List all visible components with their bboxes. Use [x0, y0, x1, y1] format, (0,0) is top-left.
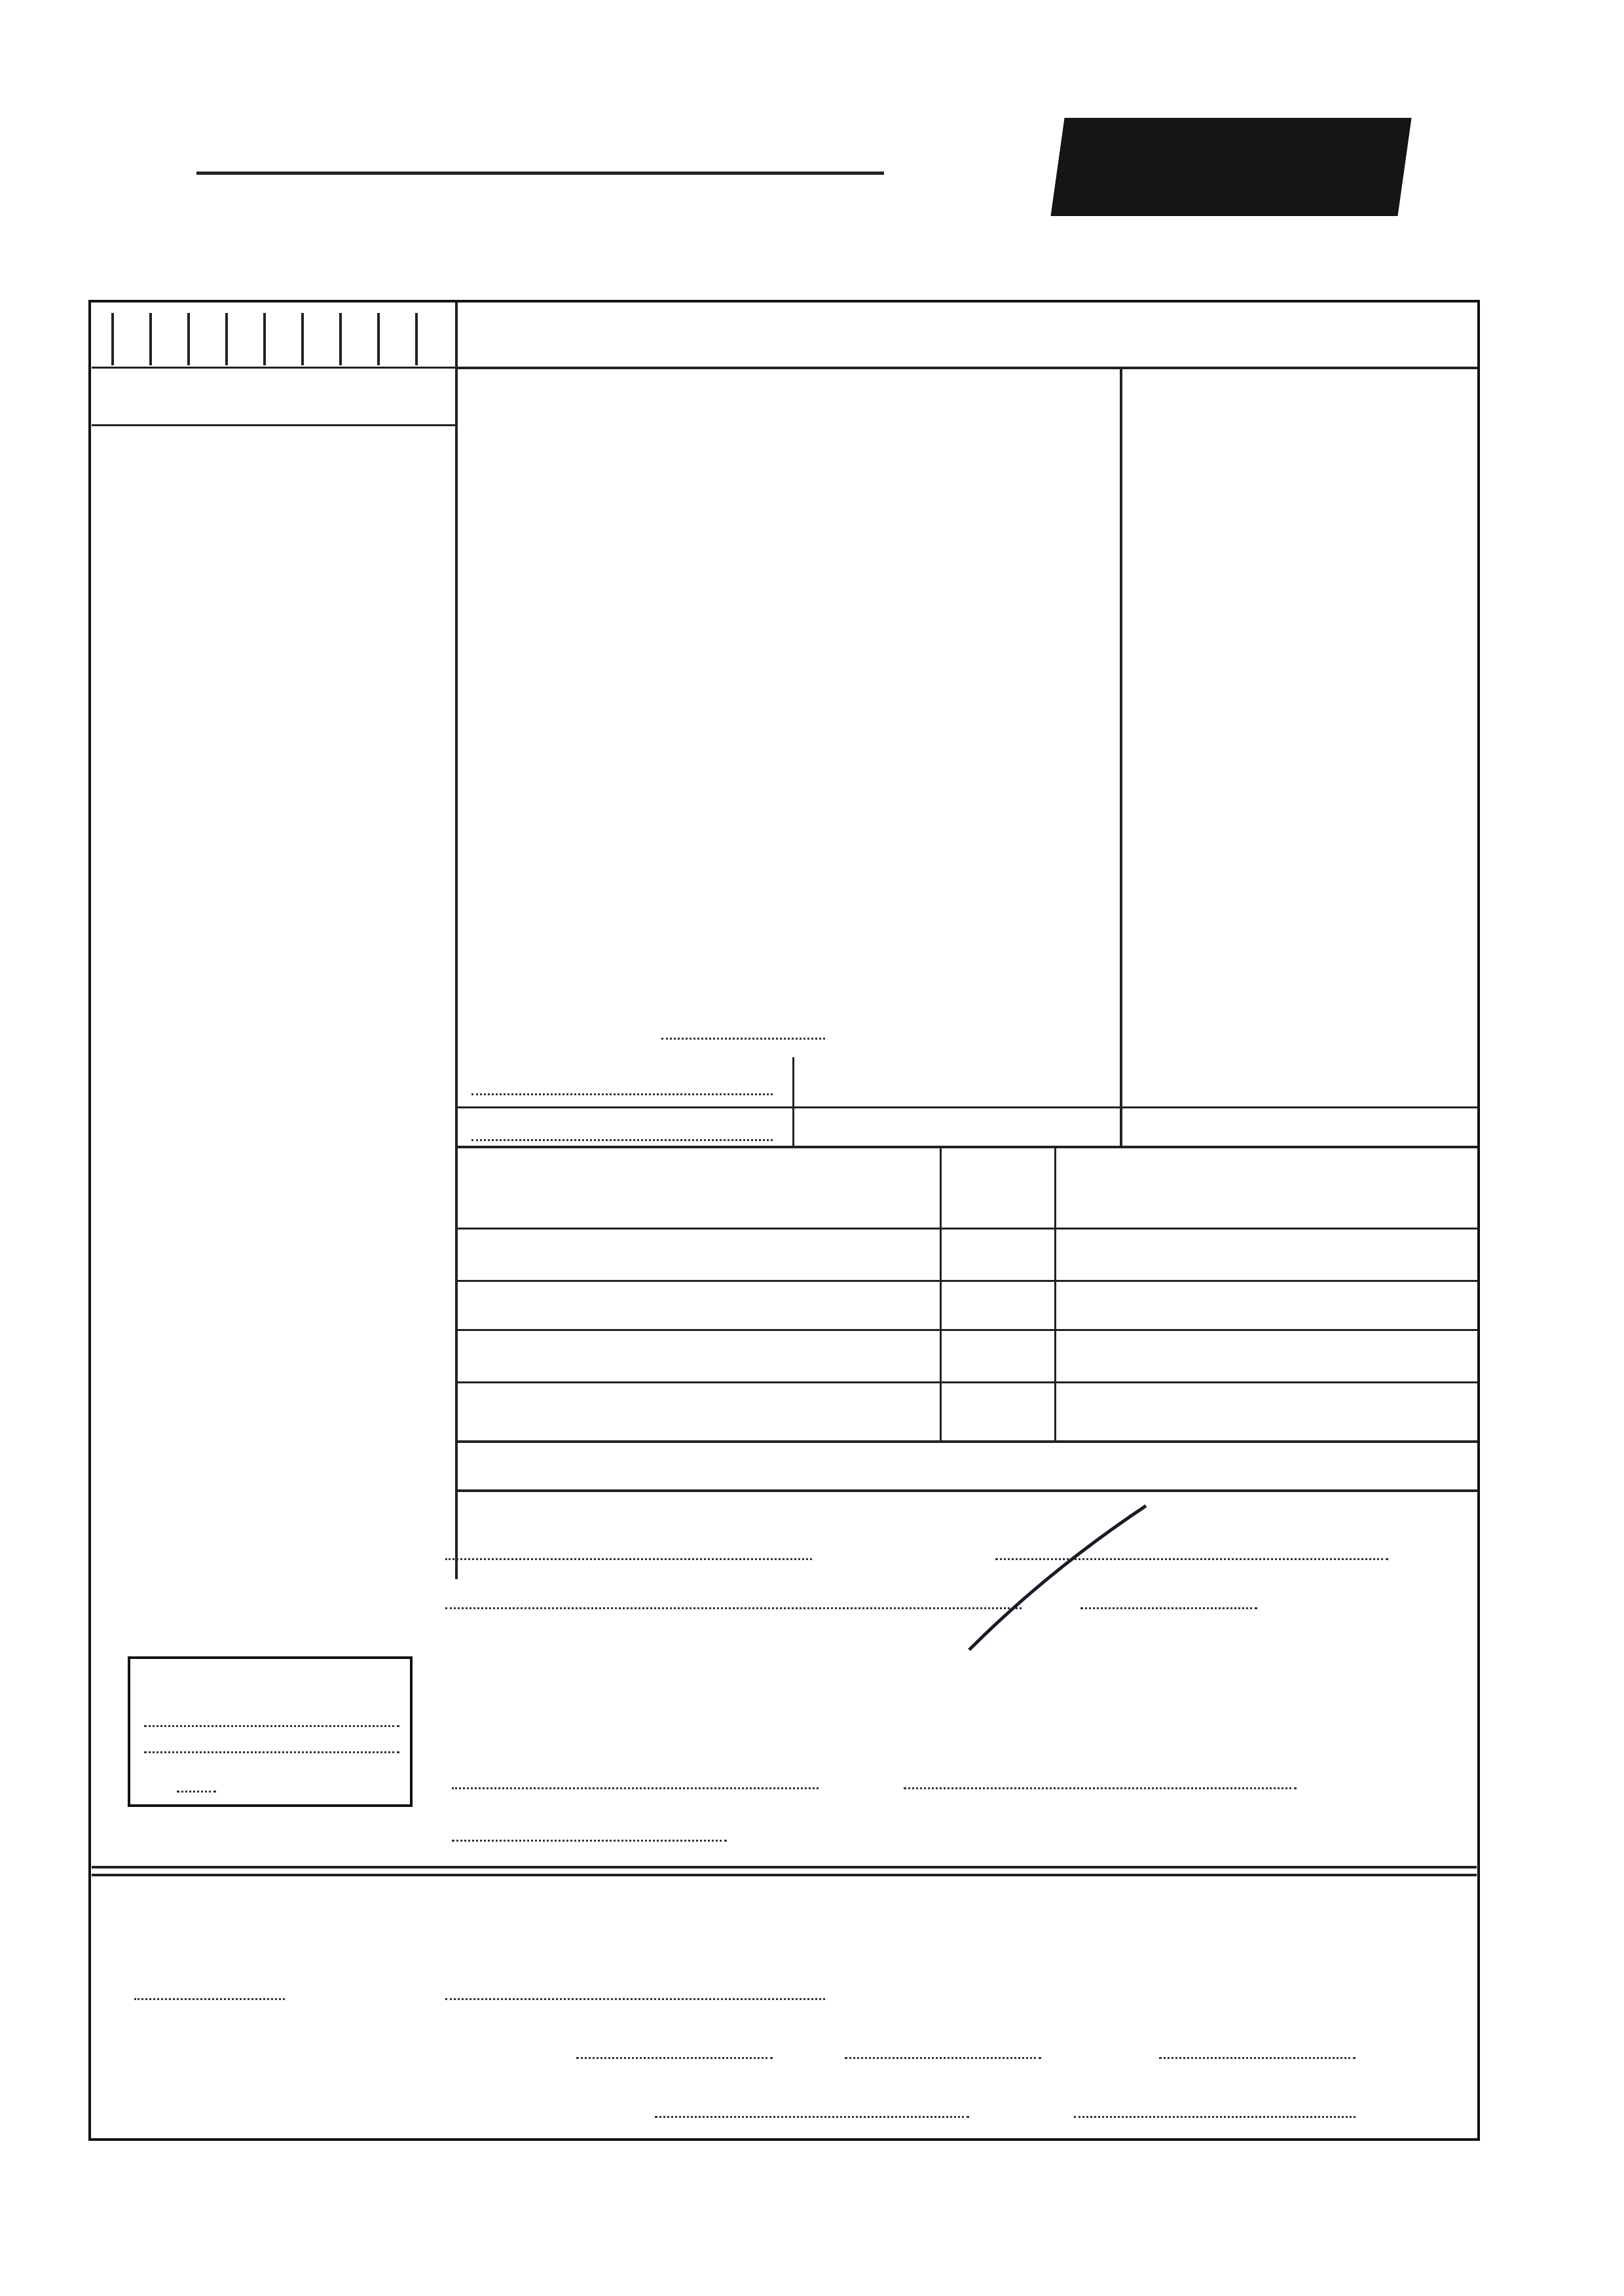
cancel-stroke-line — [969, 1506, 1146, 1650]
citizenship-box — [128, 1656, 413, 1807]
